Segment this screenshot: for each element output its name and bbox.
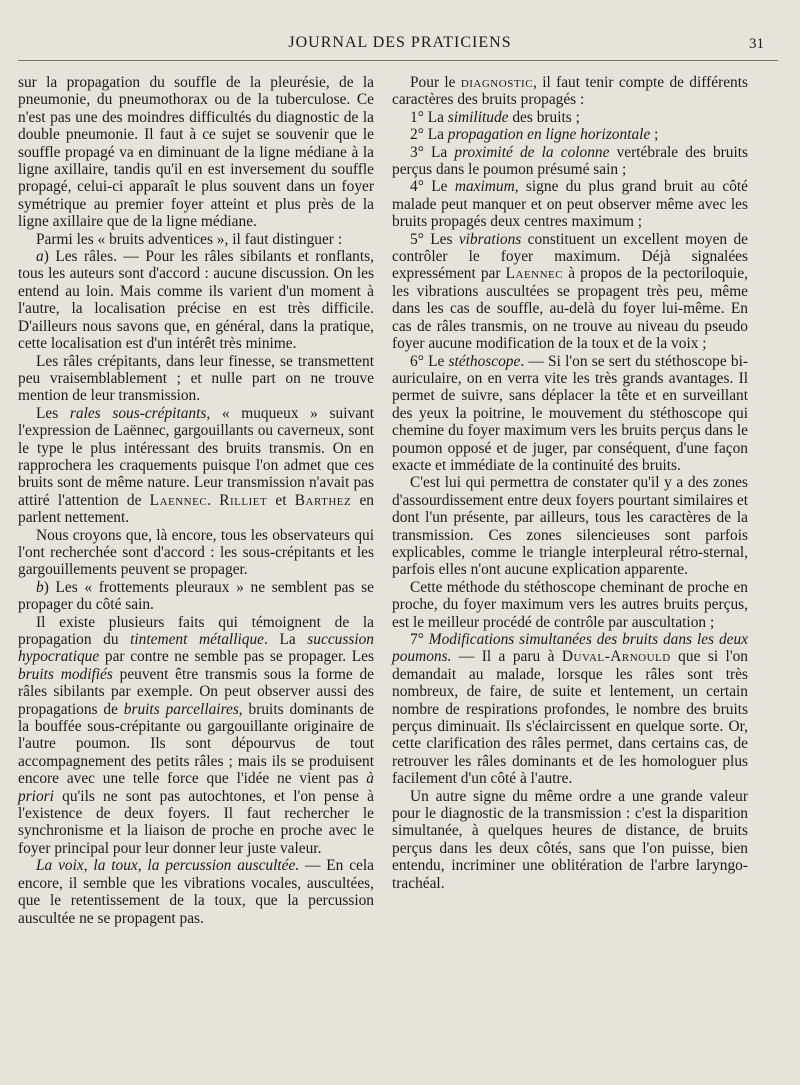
paragraph: b) Les « frottements pleuraux » ne semblent pas se propager du côté sain.	[18, 578, 374, 614]
paragraph: sur la propagation du souffle de la pleurésie, de la pneumonie, du pneumothorax ou de la tuberculose. Ce n'est pas une des moindres difficultés du diagnostic de la double pneumonie. Il faut à ce sujet se souvenir que le souffle propagé va en diminuant de la ligne médiane à la ligne axillaire, tandis qu'il en est inversement du souffle propagé, celui-ci apparaît le plus souvent dans un foyer symétrique au premier foyer atteint et plus près de la ligne axillaire que de la ligne médiane.	[18, 74, 374, 231]
list-item: 6° Le stéthoscope. — Si l'on se sert du stéthoscope bi-auriculaire, on en verra vite les très grands avantages. Il permet de suivre, sans déplacer la tête et en surveillant des yeux la poitrine, le mouvement du stéthoscope qui chemine du foyer maximum vers les bruits perçus dans le poumon opposé et de juger, par conséquent, d'une façon exacte et immédiate de la continuité des bruits.	[392, 352, 748, 474]
author-name: Barthez	[294, 491, 352, 509]
header-rule	[18, 60, 778, 61]
list-item: 1° La similitude des bruits ;	[410, 108, 580, 126]
paragraph: C'est lui qui permettra de constater qu'il y a des zones d'assourdissement entre deux foyers pourtant similaires et dont l'un présente, par ailleurs, tous les caractères de la transmission. Ces zones silencieuses sont parfois explicables, comme le triangle interpleural rétro-sternal, parfois elles n'ont aucune explication apparente.	[392, 474, 748, 579]
author-name: Laennec	[505, 265, 564, 283]
author-name: Duval-Arnould	[561, 648, 671, 666]
running-title: JOURNAL DES PRATICIENS	[288, 34, 512, 51]
paragraph: Les râles crépitants, dans leur finesse, se transmettent peu vraisemblablement ; et nulle part on ne trouve mention de leur transmission.	[18, 352, 374, 405]
list-item: 4° Le maximum, signe du plus grand bruit au côté malade peut manquer et on peut observer même avec les bruits propagés deux centres maximum ;	[392, 178, 748, 231]
paragraph: Il existe plusieurs faits qui témoignent de la propagation du tintement métallique. La succussion hypocratique par contre ne semble pas se propager. Les bruits modifiés peuvent être transmis sous la forme de râles sibilants par exemple. On peut observer aussi des propagations de bruits parcellaires, bruits dominants de la bouffée sous-crépitante ou gargouillante originaire de l'autre poumon. Ils sont dépourvus de tout accompagnement des petits râles ; mais ils se produisent encore avec une telle force que l'idée ne vient pas à priori qu'ils ne sont pas autochtones, et l'on pense à l'existence de deux foyers. Il faut rechercher le synchronisme et la liaison de proche en proche avec le foyer principal pour leur donner leur juste valeur.	[18, 613, 374, 857]
paragraph: Un autre signe du même ordre a une grande valeur pour le diagnostic de la transmission : c'est la disparition simultanée, à quelques heures de distance, de bruits perçus dans les deux côtés, sans que l'on puisse, bien entendu, incriminer une oblitération de l'arbre laryngo-trachéal.	[392, 787, 748, 892]
right-column	[392, 74, 748, 892]
paragraph: Pour le diagnostic, il faut tenir compte de différents caractères des bruits propagés :	[392, 74, 748, 109]
paragraph: Cette méthode du stéthoscope cheminant de proche en proche, du foyer maximum vers les autres bruits perçus, est le meilleur procédé de contrôle par auscultation ;	[392, 578, 748, 631]
item-label: b	[36, 578, 44, 596]
paragraph: Nous croyons que, là encore, tous les observateurs qui l'ont recherchée sont d'accord : les sous-crépitants et les gargouillements peuvent se propager.	[18, 526, 374, 579]
page-header	[0, 34, 800, 58]
list-item: 5° Les vibrations constituent un excellent moyen de contrôler le foyer maximum. Déjà signalées expressément par Laennec à propos de la pectoriloquie, les vibrations auscultées se propagent très peu, même dans les cas de souffle, au-delà du foyer lui-même. En cas de râles transmis, on ne trouve au niveau du pseudo foyer aucune modification de la toux et de la voix ;	[392, 230, 748, 353]
page-number: 31	[749, 36, 764, 52]
list-item: 3° La proximité de la colonne vertébrale des bruits perçus dans le poumon présumé sain ;	[392, 143, 748, 179]
list-item: 7° Modifications simultanées des bruits dans les deux poumons. — Il a paru à Duval-Arnould que si l'on demandait au malade, lorsque les râles sont très nombreux, de faire, de suite et lentement, un certain nombre de respirations profondes, le nombre des bruits perçus diminuait. Ils s'éclaircissent en quelque sorte. Or, cette clarification des râles permet, dans certains cas, de retrouver les râles dominants et de les homologuer plus facilement d'un côté à l'autre.	[392, 631, 749, 788]
item-label: a	[36, 248, 44, 266]
left-column	[18, 74, 374, 927]
paragraph: a) Les râles. — Pour les râles sibilants et ronflants, tous les auteurs sont d'accord : aucune discussion. On les entend au loin. Mais comme ils varient d'un moment à l'autre, la localisation précise en est très difficile. D'ailleurs nous savons que, en général, dans la pratique, cette localisation est d'un intérêt très minime.	[18, 248, 374, 353]
paragraph: Les rales sous-crépitants, « muqueux » suivant l'expression de Laënnec, gargouillants ou caverneux, sont le type le plus intéressant des bruits transmis. On en rapprochera les craquements puisque l'on admet que ces bruits sont de même nature. Leur transmission n'avait pas attiré l'attention de Laennec. Rilliet et Barthez en parlent nettement.	[18, 404, 374, 527]
paragraph: La voix, la toux, la percussion auscultée. — En cela encore, il semble que les vibrations vocales, auscultées, que le retentissement de la toux, que la percussion auscultée ne se propagent pas.	[18, 857, 374, 927]
author-name: Laennec	[149, 491, 208, 509]
paragraph: Parmi les « bruits adventices », il faut distinguer :	[36, 230, 343, 248]
author-name: Rilliet	[219, 491, 268, 509]
list-item: 2° La propagation en ligne horizontale ;	[410, 126, 659, 144]
